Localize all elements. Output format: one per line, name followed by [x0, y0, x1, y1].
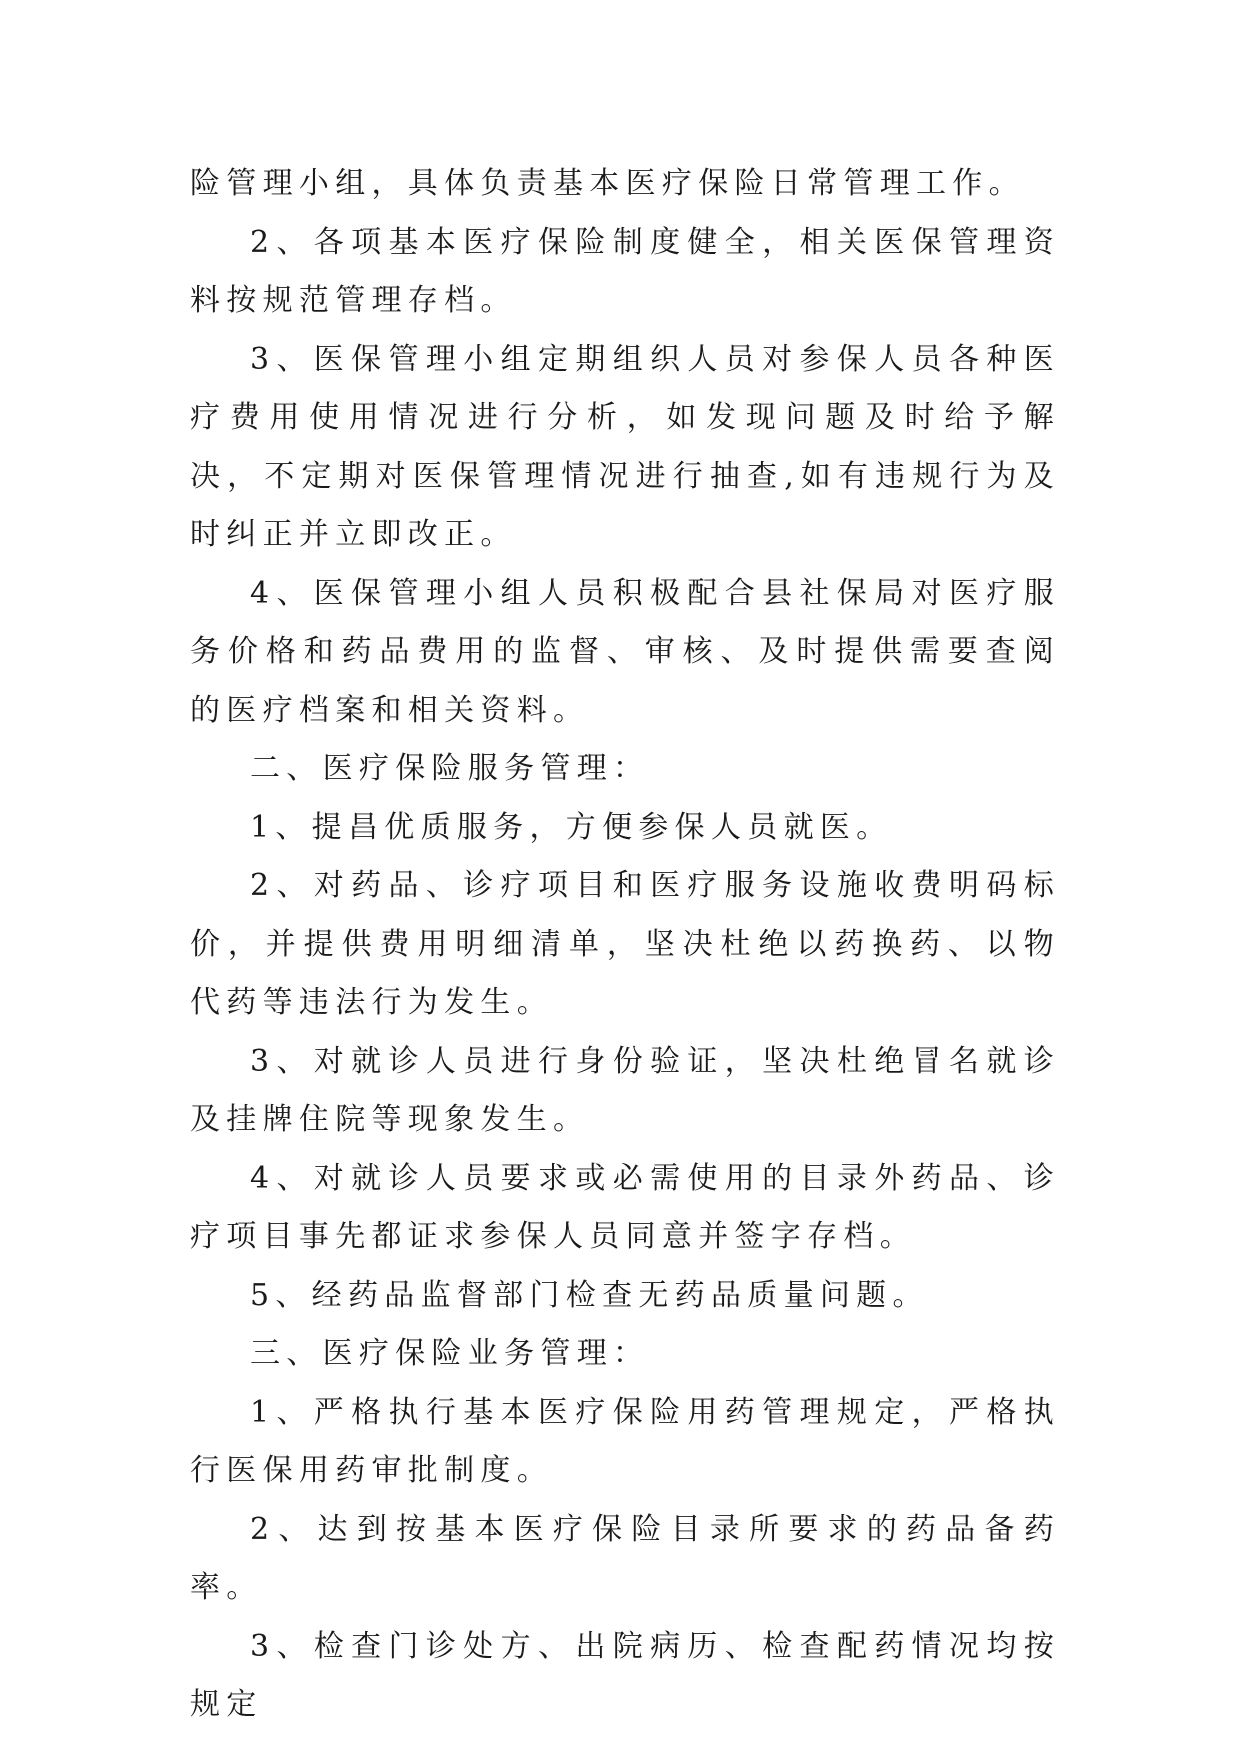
paragraph-12: 1、严格执行基本医疗保险用药管理规定，严格执行医保用药审批制度。	[190, 1394, 1060, 1488]
paragraph-13: 2、达到按基本医疗保险目录所要求的药品备药率。	[190, 1511, 1060, 1605]
paragraph-1: 险管理小组，具体负责基本医疗保险日常管理工作。	[190, 166, 1025, 201]
paragraph-3: 3、医保管理小组定期组织人员对参保人员各种医疗费用使用情况进行分析，如发现问题及时给予解决，不定期对医保管理情况进行抽查,如有违规行为及时纠正并立即改正。	[190, 341, 1060, 552]
paragraph-7: 2、对药品、诊疗项目和医疗服务设施收费明码标价，并提供费用明细清单，坚决杜绝以药换药、以物代药等违法行为发生。	[190, 868, 1060, 1020]
section-heading-service: 二、医疗保险服务管理：	[250, 751, 650, 786]
paragraph-4: 4、医保管理小组人员积极配合县社保局对医疗服务价格和药品费用的监督、审核、及时提供需要查阅的医疗档案和相关资料。	[190, 575, 1060, 728]
paragraph-9: 4、对就诊人员要求或必需使用的目录外药品、诊疗项目事先都证求参保人员同意并签字存档。	[190, 1160, 1060, 1254]
paragraph-10: 5、经药品监督部门检查无药品质量问题。	[250, 1277, 929, 1313]
document-body	[190, 155, 1060, 1735]
paragraph-8: 3、对就诊人员进行身份验证，坚决杜绝冒名就诊及挂牌住院等现象发生。	[190, 1043, 1060, 1137]
paragraph-14: 3、检查门诊处方、出院病历、检查配药情况均按规定	[190, 1628, 1060, 1722]
section-heading-business: 三、医疗保险业务管理：	[250, 1336, 650, 1371]
paragraph-2: 2、各项基本医疗保险制度健全，相关医保管理资料按规范管理存档。	[190, 224, 1060, 318]
paragraph-6: 1、提昌优质服务，方便参保人员就医。	[250, 809, 893, 845]
